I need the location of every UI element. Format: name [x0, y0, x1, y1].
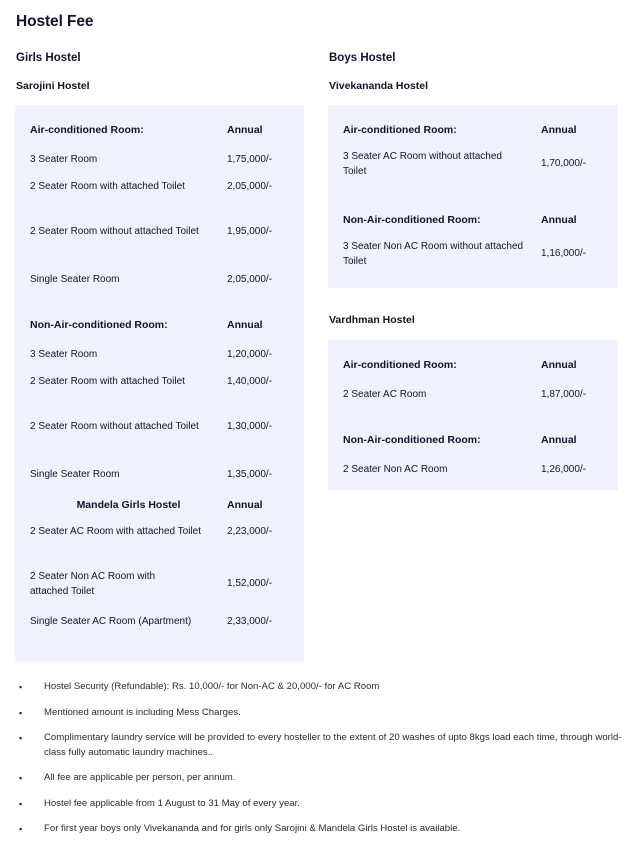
vardhman-ac-header-label: Air-conditioned Room:: [343, 359, 457, 371]
mandela-header-label: Mandela Girls Hostel: [76, 499, 181, 511]
room-label: 2 Seater Room with attached Toilet: [30, 376, 185, 387]
sarojini-ac-header-label: Air-conditioned Room:: [30, 124, 144, 136]
bullet-icon: ▪: [19, 682, 23, 692]
table-row: [15, 273, 304, 288]
table-row: [328, 150, 618, 179]
girls-hostel-heading: Girls Hostel: [16, 52, 81, 64]
sarojini-nonac-header-label: Non-Air-conditioned Room:: [30, 319, 168, 331]
room-label: 2 Seater Room with attached Toilet: [30, 181, 185, 192]
vivekananda-hostel-heading: Vivekananda Hostel: [329, 80, 429, 92]
vardhman-fee-panel: [328, 340, 618, 490]
room-price: 1,75,000/-: [227, 154, 273, 165]
note-text: Complimentary laundry service will be provided to every hosteller to the extent of 20 washes of upto 8kgs load each time, through world-class fully automatic laundry machines..: [44, 732, 622, 758]
vivekananda-fee-panel: [328, 105, 618, 288]
bullet-icon: ▪: [19, 798, 23, 809]
room-label: 2 Seater Room without attached Toilet: [30, 421, 199, 432]
sarojini-ac-header-value: Annual: [227, 124, 263, 136]
vivekananda-nonac-header-row: [328, 213, 618, 228]
sarojini-ac-header-row: [15, 123, 304, 138]
room-label: 2 Seater Non AC Room with attached Toilet: [30, 571, 156, 597]
table-row: [328, 388, 618, 403]
vardhman-nonac-header-label: Non-Air-conditioned Room:: [343, 434, 481, 446]
table-row: [15, 375, 304, 390]
room-price: 1,95,000/-: [227, 226, 273, 237]
note-text: All fee are applicable per person, per annum.: [44, 772, 236, 783]
room-label: 3 Seater Room: [30, 154, 98, 165]
room-price: 1,70,000/-: [541, 158, 587, 170]
room-price: 1,20,000/-: [227, 349, 273, 360]
sarojini-nonac-header-row: [15, 318, 304, 333]
room-label: 2 Seater AC Room with attached Toilet: [30, 526, 202, 537]
mandela-header-value: Annual: [227, 499, 263, 511]
table-row: [328, 240, 618, 269]
room-price: 1,52,000/-: [227, 578, 273, 590]
room-label: 2 Seater Room without attached Toilet: [30, 226, 199, 237]
table-row: [15, 420, 304, 435]
sarojini-hostel-heading: Sarojini Hostel: [16, 80, 90, 92]
room-label: Single Seater Room: [30, 469, 120, 480]
vardhman-ac-header-row: [328, 358, 618, 373]
room-label: 2 Seater AC Room: [343, 389, 427, 400]
vivekananda-nonac-header-value: Annual: [541, 214, 577, 226]
note-text: For first year boys only Vivekananda and for girls only Sarojini & Mandela Girls Hostel is available.: [44, 823, 461, 834]
vivekananda-nonac-header-label: Non-Air-conditioned Room:: [343, 214, 481, 226]
bullet-icon: ▪: [19, 773, 23, 783]
vardhman-nonac-header-row: [328, 433, 618, 448]
room-price: 1,87,000/-: [541, 389, 587, 400]
vivekananda-ac-header-label: Air-conditioned Room:: [343, 124, 457, 136]
note-text: Hostel Security (Refundable): Rs. 10,000/- for Non-AC & 20,000/- for AC Room: [44, 681, 380, 692]
vivekananda-ac-header-row: [328, 123, 618, 138]
vivekananda-ac-header-value: Annual: [541, 124, 577, 136]
table-row: [328, 463, 618, 478]
vardhman-hostel-heading: Vardhman Hostel: [329, 314, 415, 326]
list-item: [16, 680, 626, 695]
table-row: [15, 225, 304, 240]
room-price: 1,26,000/-: [541, 464, 587, 475]
list-item: [16, 731, 626, 760]
room-price: 1,30,000/-: [227, 421, 273, 432]
table-row: [15, 525, 304, 540]
table-row: [15, 570, 304, 599]
room-label: Single Seater AC Room (Apartment): [30, 616, 192, 627]
room-price: 2,33,000/-: [227, 616, 273, 627]
room-label: Single Seater Room: [30, 274, 120, 285]
list-item: [16, 822, 626, 837]
room-price: 2,05,000/-: [227, 274, 273, 285]
room-label: 3 Seater AC Room without attached Toilet: [343, 151, 502, 177]
table-row: [15, 468, 304, 483]
vardhman-nonac-header-value: Annual: [541, 434, 577, 446]
room-label: 2 Seater Non AC Room: [343, 464, 448, 475]
bullet-icon: ▪: [19, 707, 23, 718]
room-price: 1,40,000/-: [227, 376, 273, 387]
room-price: 2,05,000/-: [227, 181, 273, 192]
room-price: 1,35,000/-: [227, 469, 273, 480]
table-row: [15, 153, 304, 168]
room-price: 2,23,000/-: [227, 526, 273, 537]
table-row: [15, 180, 304, 195]
sarojini-nonac-header-value: Annual: [227, 319, 263, 331]
table-row: [15, 348, 304, 363]
mandela-header-row: [15, 498, 304, 513]
room-price: 1,16,000/-: [541, 248, 587, 260]
sarojini-fee-panel: [15, 105, 304, 662]
boys-hostel-heading: Boys Hostel: [329, 52, 396, 64]
table-row: [15, 615, 304, 630]
room-label: 3 Seater Room: [30, 349, 98, 360]
note-text: Mentioned amount is including Mess Charges.: [44, 706, 241, 718]
room-label: 3 Seater Non AC Room without attached Toilet: [343, 241, 524, 267]
list-item: [16, 797, 626, 812]
list-item: [16, 706, 626, 721]
bullet-icon: ▪: [19, 733, 23, 743]
page-title: Hostel Fee: [16, 13, 94, 30]
note-text: Hostel fee applicable from 1 August to 31 May of every year.: [44, 797, 300, 809]
bullet-icon: ▪: [19, 824, 23, 834]
notes-list: [16, 680, 626, 848]
list-item: [16, 771, 626, 786]
vardhman-ac-header-value: Annual: [541, 359, 577, 371]
